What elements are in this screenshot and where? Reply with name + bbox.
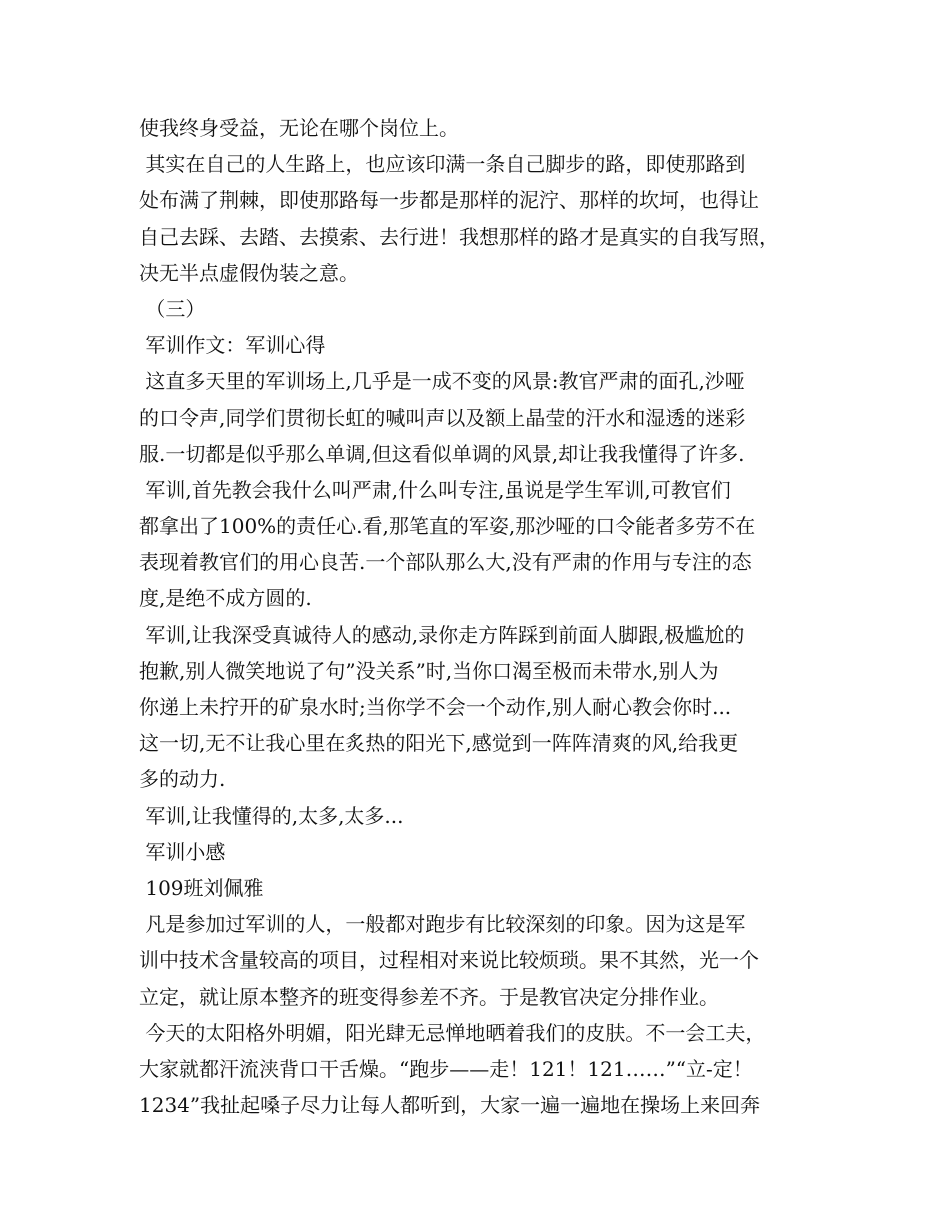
text-line: 军训,让我深受真诚待人的感动,录你走方阵踩到前面人脚跟,极尴尬的 [139, 622, 745, 647]
author-line: 109班刘佩雅 [139, 875, 264, 900]
text-line: 处布满了荆棘，即使那路每一步都是那样的泥泞、那样的坎坷，也得让 [139, 188, 759, 213]
text-line: 的口令声,同学们贯彻长虹的喊叫声以及额上晶莹的汗水和湿透的迷彩 [139, 405, 746, 430]
text-line: 自己去踩、去踏、去摸索、去行进！我想那样的路才是真实的自我写照， [139, 224, 779, 249]
text-line: 使我终身受益，无论在哪个岗位上。 [139, 116, 459, 140]
section-heading: （三） [139, 296, 206, 321]
text-line: 训中技术含量较高的项目，过程相对来说比较烦琐。果不其然，光一个 [139, 948, 759, 973]
text-line: 多的动力. [139, 767, 226, 792]
text-line: 服.一切都是似乎那么单调,但这看似单调的风景,却让我我懂得了许多. [139, 441, 745, 466]
text-line: 表现着教官们的用心良苦.一个部队那么大,没有严肃的作用与专注的态 [139, 550, 752, 575]
text-line: 军训,首先教会我什么叫严肃,什么叫专注,虽说是学生军训,可教官们 [139, 477, 731, 502]
text-line: 度,是绝不成方圆的. [139, 586, 312, 611]
text-line: 这直多天里的军训场上,几乎是一成不变的风景:教官严肃的面孔,沙哑 [139, 369, 745, 394]
text-line: 今天的太阳格外明媚，阳光肆无忌惮地晒着我们的皮肤。不一会工夫， [139, 1020, 766, 1045]
text-line: 抱歉,别人微笑地说了句”没关系”时,当你口渴至极而未带水,别人为 [139, 658, 719, 683]
text-line: 你递上未拧开的矿泉水时;当你学不会一个动作,别人耐心教会你时... [139, 695, 732, 719]
text-line: 凡是参加过军训的人，一般都对跑步有比较深刻的印象。因为这是军 [139, 912, 746, 937]
text-line: 决无半点虚假伪装之意。 [139, 260, 359, 285]
text-line: 1234”我扯起嗓子尽力让每人都听到，大家一遍一遍地在操场上来回奔 [139, 1093, 761, 1118]
text-line: 其实在自己的人生路上，也应该印满一条自己脚步的路，即使那路到 [139, 152, 746, 177]
article-title: 军训小感 [139, 839, 226, 864]
text-line: 都拿出了100%的责任心.看,那笔直的军姿,那沙哑的口令能者多劳不在 [139, 514, 756, 539]
text-line: 这一切,无不让我心里在炙热的阳光下,感觉到一阵阵清爽的风,给我更 [139, 731, 739, 756]
document-body [139, 110, 819, 1123]
text-line: 立定，就让原本整齐的班变得参差不齐。于是教官决定分排作业。 [139, 984, 719, 1009]
article-title: 军训作文：军训心得 [139, 333, 326, 358]
text-line: 军训,让我懂得的,太多,太多... [139, 803, 404, 828]
text-line: 大家就都汗流浃背口干舌燥。“跑步——走！121！121……”“立-定！ [139, 1056, 753, 1081]
